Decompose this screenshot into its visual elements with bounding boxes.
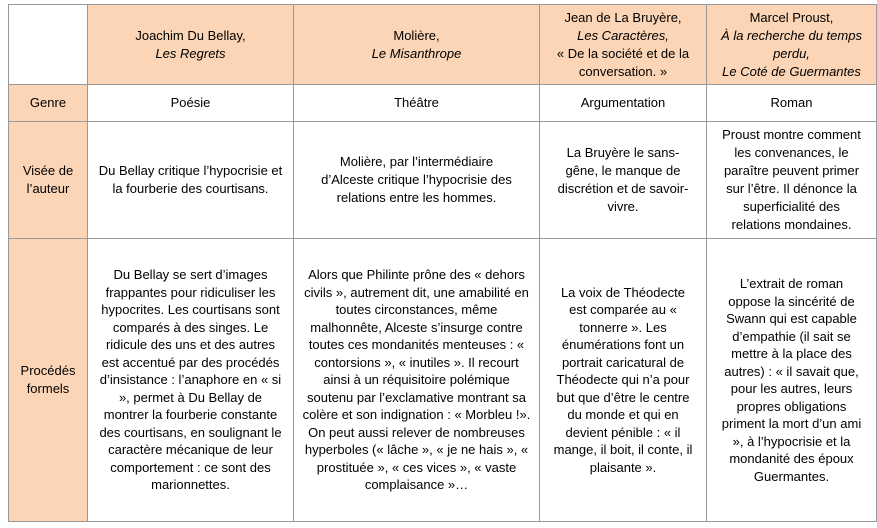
procedes-cell: L’extrait de roman oppose la sincérité de Swann qui est capable d’empathie (il sait se mettre à la place des autres) : « il savait que, pour les autres, leurs propres obligations priment la mort d’un ami », à l’hypocrisie et la mondanité des époux Guermantes. [707, 239, 877, 522]
col-work: Les Regrets [155, 45, 226, 61]
genre-cell: Argumentation [540, 85, 707, 122]
col-header-du-bellay [88, 5, 294, 85]
row-label-procedes [9, 239, 88, 522]
col-header-moliere [294, 5, 540, 85]
col-work-2: Le Coté de Guermantes [722, 63, 861, 79]
procedes-row [9, 239, 877, 522]
corner-cell [9, 5, 88, 85]
genre-row [9, 85, 877, 122]
visee-cell: Proust montre comment les convenances, le paraître peuvent primer sur l’être. Il dénonce la superficialité des relations mondaines. [707, 122, 877, 239]
procedes-cell: Du Bellay se sert d’images frappantes pour ridiculiser les hypocrites. Les courtisans sont comparés à des singes. Le ridicule des uns et des autres est accentué par des procédés d’insistance : l’anaphore en « si », permet à Du Bellay de montrer la fourberie constante des courtisans, en soulignant le caractère mécanique de leur comportement : ce sont des marionnettes. [88, 239, 294, 522]
row-label-line: Procédés [20, 363, 76, 378]
row-label-genre: Genre [9, 85, 88, 122]
row-label-line: Visée de [22, 163, 74, 178]
genre-cell: Poésie [88, 85, 294, 122]
procedes-cell: La voix de Théodecte est comparée au « tonnerre ». Les énumérations font un portrait caricatural de Théodecte qui n’a pour but que d’être le centre du monde et qui en devient pénible : « il mange, il boit, il conte, il plaisante ». [540, 239, 707, 522]
col-work: Les Caractères, [577, 27, 669, 43]
comparison-table [8, 4, 877, 522]
row-label-line: formels [26, 381, 70, 396]
genre-cell: Théâtre [294, 85, 540, 122]
visee-row [9, 122, 877, 239]
col-author: Molière, [393, 27, 440, 43]
col-extra: « De la société et de la conversation. » [556, 45, 690, 79]
col-header-proust [707, 5, 877, 85]
genre-cell: Roman [707, 85, 877, 122]
col-author: Marcel Proust, [749, 9, 834, 25]
visee-cell: Molière, par l’intermédiaire d’Alceste critique l’hypocrisie des relations entre les hommes. [294, 122, 540, 239]
col-author: Jean de La Bruyère, [564, 9, 682, 25]
col-work: Le Misanthrope [371, 45, 462, 61]
procedes-cell: Alors que Philinte prône des « dehors civils », autrement dit, une amabilité en toutes circonstances, même malhonnête, Alceste s’insurge contre toutes ces mondanités menteuses : « contorsions », « inutiles ». Il recourt ainsi à un réquisitoire polémique soutenu par l’exclamative montrant sa colère et son indignation : « Morbleu !». On peut aussi relever de nombreuses hyperboles (« lâche », « je ne hais », « prostituée », « ces vices », « vaste complaisance »… [294, 239, 540, 522]
visee-cell: La Bruyère le sans-gêne, le manque de discrétion et de savoir-vivre. [540, 122, 707, 239]
row-label-visee [9, 122, 88, 239]
col-work: À la recherche du temps perdu, [721, 27, 862, 61]
visee-cell: Du Bellay critique l’hypocrisie et la fourberie des courtisans. [88, 122, 294, 239]
col-header-la-bruyere [540, 5, 707, 85]
header-row [9, 5, 877, 85]
row-label-line: l’auteur [26, 181, 70, 196]
col-author: Joachim Du Bellay, [135, 27, 246, 43]
